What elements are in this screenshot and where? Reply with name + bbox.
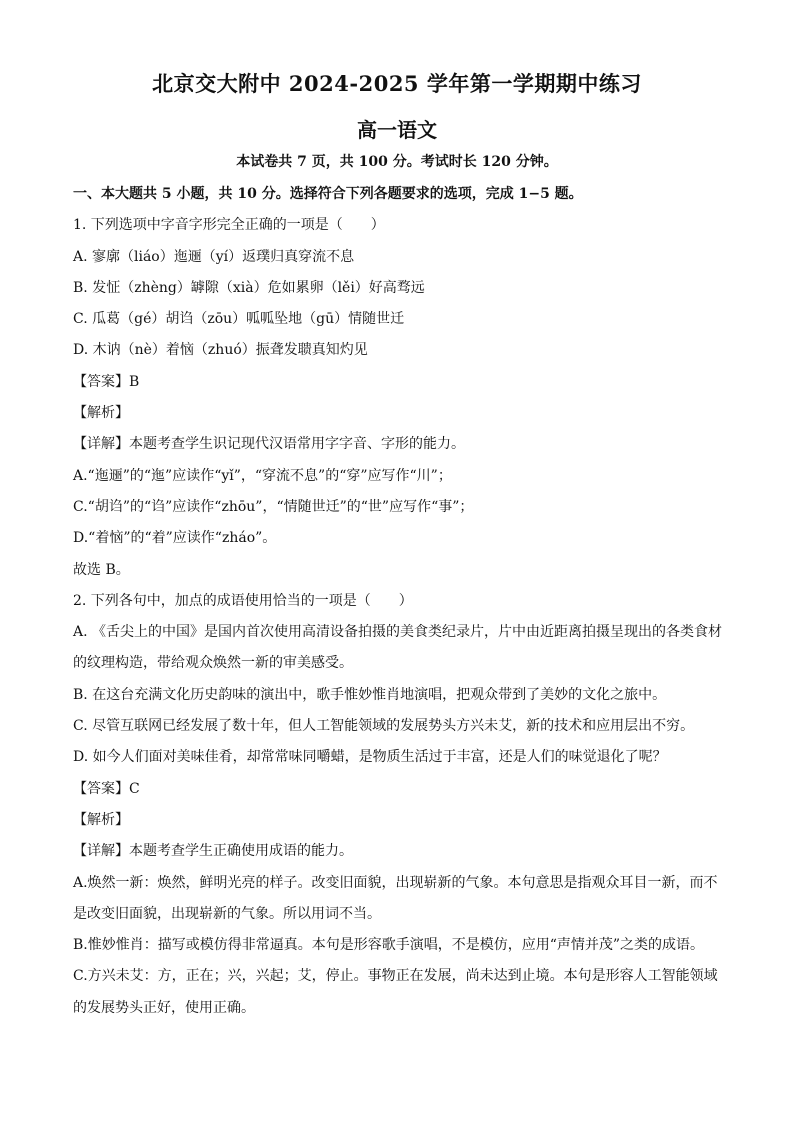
question-1-detail-line: 【详解】本题考查学生识记现代汉语常用字字音、字形的能力。 <box>73 436 465 453</box>
question-1-detail-line: 故选 B。 <box>73 561 130 578</box>
question-1-option-d: D. 木讷（nè）着恼（zhuó）振聋发聩真知灼见 <box>73 342 368 359</box>
question-1-option-a: A. 寥廓（liáo）迤逦（yí）返璞归真穿流不息 <box>73 248 355 265</box>
question-2-stem: 2. 下列各句中，加点的成语使用恰当的一项是（ ） <box>73 592 413 609</box>
question-2-detail-line: A.焕然一新：焕然，鲜明光亮的样子。改变旧面貌，出现崭新的气象。本句意思是指观众耳目一新，而不 <box>73 874 718 891</box>
question-2-analysis-label: 【解析】 <box>73 811 129 828</box>
page-subtitle: 高一语文 <box>357 118 437 142</box>
question-2-detail-line: 【详解】本题考查学生正确使用成语的能力。 <box>73 843 353 860</box>
question-2-option-d: D. 如今人们面对美味佳肴，却常常味同嚼蜡，是物质生活过于丰富，还是人们的味觉退化了呢？ <box>73 749 667 766</box>
question-1-detail-line: A.“迤逦”的“迤”应读作“yǐ”，“穿流不息”的“穿”应写作“川”； <box>73 467 452 484</box>
question-2-answer: 【答案】C <box>73 780 140 797</box>
question-2-option-a: A. 《舌尖上的中国》是国内首次使用高清设备拍摄的美食类纪录片，片中由近距离拍摄呈现出的各类食材 <box>73 624 723 641</box>
question-2-detail-line: 是改变旧面貌，出现崭新的气象。所以用词不当。 <box>73 905 381 922</box>
question-1-detail-line: D.“着恼”的“着”应读作“zháo”。 <box>73 530 277 547</box>
question-2-detail-line: C.方兴未艾：方，正在；兴，兴起；艾，停止。事物正在发展，尚未达到止境。本句是形容人工智能领域 <box>73 968 718 985</box>
question-1-answer: 【答案】B <box>73 373 140 390</box>
question-1-analysis-label: 【解析】 <box>73 405 129 422</box>
question-2-option-b: B. 在这台充满文化历史韵味的演出中，歌手惟妙惟肖地演唱，把观众带到了美妙的文化之旅中。 <box>73 686 667 703</box>
question-2-detail-line: B.惟妙惟肖：描写或模仿得非常逼真。本句是形容歌手演唱，不是模仿，应用“声情并茂”之类的成语。 <box>73 937 705 954</box>
question-2-option-a-continued: 的纹理构造，带给观众焕然一新的审美感受。 <box>73 655 353 672</box>
question-2-option-c: C. 尽管互联网已经发展了数十年，但人工智能领域的发展势头方兴未艾，新的技术和应用层出不穷。 <box>73 718 695 735</box>
question-1-stem: 1. 下列选项中字音字形完全正确的一项是（ ） <box>73 217 385 234</box>
question-2-detail-line: 的发展势头正好，使用正确。 <box>73 999 255 1016</box>
question-1-option-b: B. 发怔（zhèng）罅隙（xià）危如累卵（lěi）好高骛远 <box>73 279 425 296</box>
page-title: 北京交大附中 2024-2025 学年第一学期期中练习 <box>152 71 642 96</box>
question-1-option-c: C. 瓜葛（gé）胡诌（zōu）呱呱坠地（gū）情随世迁 <box>73 311 405 328</box>
exam-note: 本试卷共 7 页，共 100 分。考试时长 120 分钟。 <box>236 154 558 170</box>
section-heading: 一、本大题共 5 小题，共 10 分。选择符合下列各题要求的选项，完成 1−5 题。 <box>73 186 583 202</box>
document-body <box>73 179 733 1024</box>
question-1-detail-line: C.“胡诌”的“诌”应读作“zhōu”，“情随世迁”的“世”应写作“事”； <box>73 498 474 515</box>
